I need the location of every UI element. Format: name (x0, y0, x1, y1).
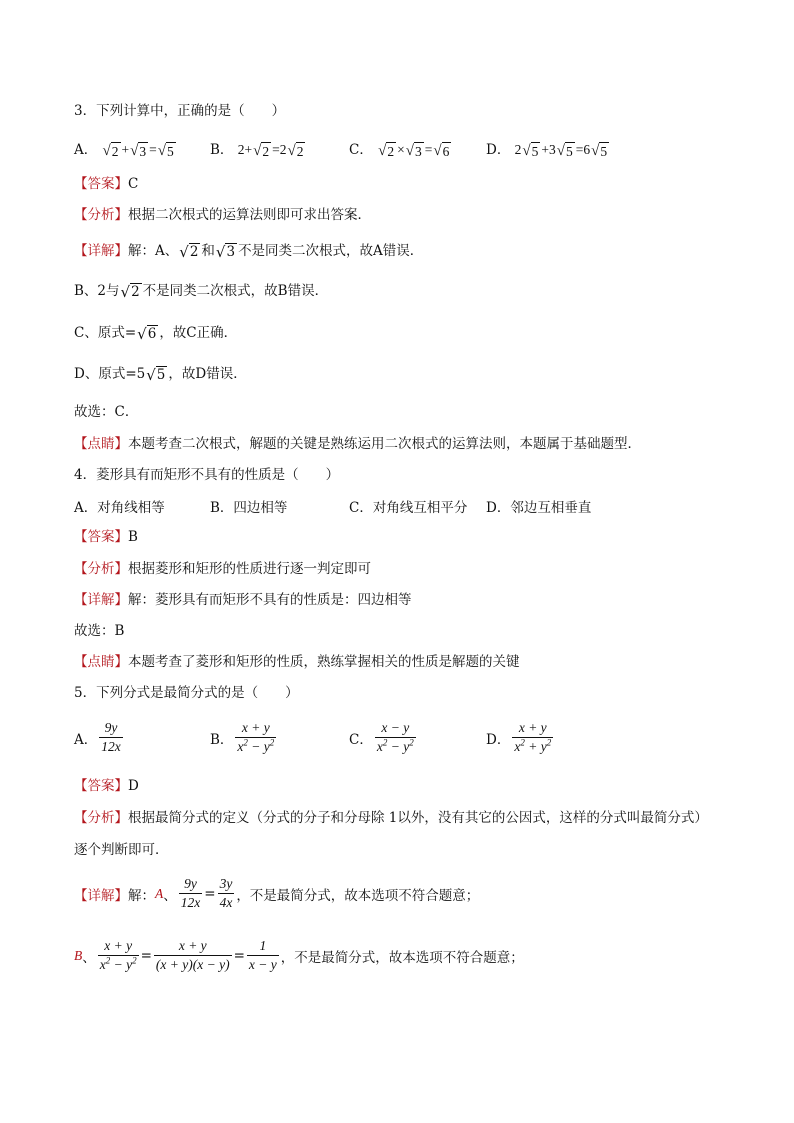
q4-option-c: C．对角线互相平分 (349, 500, 468, 516)
q3-option-b-expr: 2+ √ 2 =2 √ 2 (237, 142, 304, 159)
q3-detail-b: B、2与 √ 2 不是同类二次根式，故B错误． (74, 282, 329, 301)
q5-option-b-frac: $\frac{x + y}{x^2 - y^2}$ (237, 720, 275, 754)
q5-option-c-frac: $\frac{x - y}{x^2 - y^2}$ (376, 720, 414, 754)
q4-option-a: A．对角线相等 (74, 500, 165, 516)
q3-option-d-expr: 2 √ 5 +3 √ 5 =6 √ 5 (514, 142, 608, 159)
q5-analysis-1: 【分析】根据最简分式的定义（分式的分子和分母除 1以外，没有其它的公因式，这样的分式叫最简分式） (74, 810, 708, 826)
q4-detail: 【详解】解：菱形具有而矩形不具有的性质是：四边相等 (74, 592, 412, 608)
q4-option-b: B．四边相等 (210, 500, 288, 516)
q4-comment: 【点睛】本题考查了菱形和矩形的性质，熟练掌握相关的性质是解题的关键 (74, 654, 520, 670)
q3-detail-c: C、原式= √ 6 ，故C正确． (74, 324, 238, 343)
q3-analysis: 【分析】根据二次根式的运算法则即可求出答案． (74, 207, 371, 223)
q5-option-d-frac: $\frac{x + y}{x^2 + y^2}$ (514, 720, 552, 754)
q4-choice: 故选：B (74, 623, 125, 639)
q5-answer: 【答案】D (74, 778, 139, 794)
q4-stem: 4．菱形具有而矩形不具有的性质是（ ） (74, 467, 340, 483)
q3-answer: 【答案】C (74, 176, 139, 192)
q5-option-d: D． $\frac{x + y}{x^2 + y^2}$ (486, 720, 552, 754)
q5-option-a-frac: $\frac{9y}{12x}$ (101, 720, 121, 754)
q5-option-a: A． $\frac{9y}{12x}$ (74, 720, 121, 754)
q4-answer: 【答案】B (74, 529, 138, 545)
q3-option-a: A． √ 2 + √ 3 = √ 5 (74, 138, 177, 160)
q3-detail-a: 【详解】解：A、 √ 2 和 √ 3 不是同类二次根式，故A错误． (74, 242, 424, 261)
q5-option-b: B． $\frac{x + y}{x^2 - y^2}$ (210, 720, 275, 754)
q5-option-c: C． $\frac{x - y}{x^2 - y^2}$ (349, 720, 414, 754)
q3-option-c-expr: √ 2 × √ 3 = √ 6 (378, 142, 450, 159)
q3-option-b: B． 2+ √ 2 =2 √ 2 (210, 138, 306, 160)
q4-analysis: 【分析】根据菱形和矩形的性质进行逐一判定即可 (74, 561, 371, 577)
q3-option-d: D． 2 √ 5 +3 √ 5 =6 √ 5 (486, 138, 610, 160)
q3-choice: 故选：C． (74, 404, 139, 420)
q4-option-d: D．邻边互相垂直 (486, 500, 592, 516)
q3-option-a-expr: √ 2 + √ 3 = √ 5 (102, 142, 174, 159)
q5-detail-a: 【详解】 解： A 、 $\frac{9y}{12x}$ = $\frac{3y}{4x}$ ，不是最简分式，故本选项不符合题意； (74, 876, 480, 910)
q5-stem: 5．下列分式是最简分式的是（ ） (74, 685, 299, 701)
q3-stem: 3．下列计算中，正确的是（ ） (74, 103, 286, 119)
q5-analysis-2: 逐个判断即可． (74, 842, 169, 858)
q3-comment: 【点睛】本题考查二次根式，解题的关键是熟练运用二次根式的运算法则，本题属于基础题型． (74, 436, 641, 452)
q3-detail-d: D、原式=5 √ 5 ，故D错误． (74, 365, 247, 384)
q3-option-c: C． √ 2 × √ 3 = √ 6 (349, 138, 452, 160)
q5-detail-b: B 、 $\frac{x + y}{x^2 - y^2}$ = $\frac{x + y}{(x + y)(x - y)}$ = $\frac{1}{x - y}$ ，不是最简分式，故本选项不符合题意； (74, 938, 524, 972)
